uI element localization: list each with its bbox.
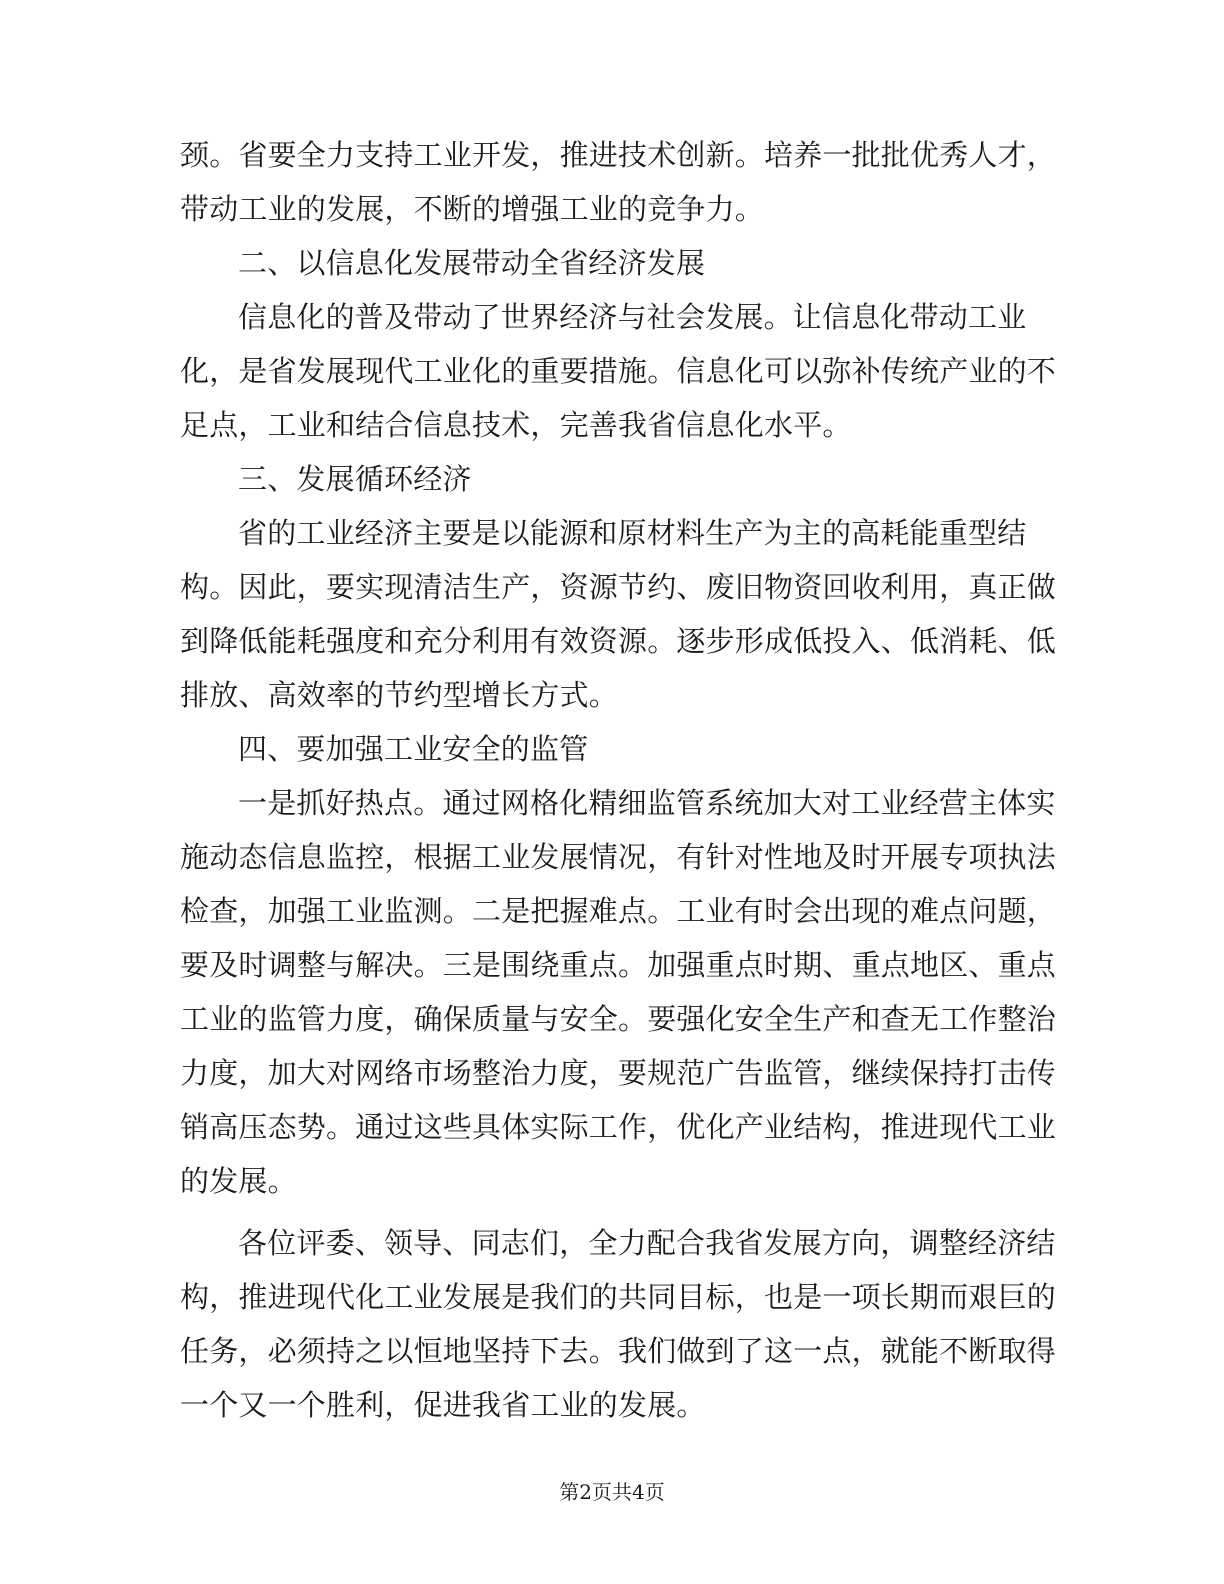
text-line: 要及时调整与解决。三是围绕重点。加强重点时期、重点地区、重点 [180, 948, 1057, 982]
text-line: 带动工业的发展，不断的增强工业的竞争力。 [180, 192, 765, 226]
text-line: 到降低能耗强度和充分利用有效资源。逐步形成低投入、低消耗、低 [180, 624, 1057, 658]
text-line: 各位评委、领导、同志们，全力配合我省发展方向，调整经济结 [238, 1226, 1056, 1260]
text-line: 施动态信息监控，根据工业发展情况，有针对性地及时开展专项执法 [180, 840, 1057, 874]
section-heading: 三、发展循环经济 [238, 462, 472, 496]
text-line: 构。因此，要实现清洁生产，资源节约、废旧物资回收利用，真正做 [180, 570, 1057, 604]
text-line: 信息化的普及带动了世界经济与社会发展。让信息化带动工业 [238, 300, 1027, 334]
text-line: 排放、高效率的节约型增长方式。 [180, 678, 619, 712]
section-heading: 二、以信息化发展带动全省经济发展 [238, 246, 706, 280]
text-line: 一个又一个胜利，促进我省工业的发展。 [180, 1388, 706, 1422]
text-line: 工业的监管力度，确保质量与安全。要强化安全生产和查无工作整治 [180, 1002, 1057, 1036]
paragraph-gap [180, 1208, 1050, 1216]
text-line: 颈。省要全力支持工业开发，推进技术创新。培养一批批优秀人才， [180, 138, 1057, 172]
text-line: 检查，加强工业监测。二是把握难点。工业有时会出现的难点问题， [180, 894, 1057, 928]
text-line: 一是抓好热点。通过网格化精细监管系统加大对工业经营主体实 [238, 786, 1056, 820]
text-line: 足点，工业和结合信息技术，完善我省信息化水平。 [180, 408, 852, 442]
text-line: 任务，必须持之以恒地坚持下去。我们做到了这一点，就能不断取得 [180, 1334, 1057, 1368]
section-heading: 四、要加强工业安全的监管 [238, 732, 589, 766]
text-line: 化，是省发展现代工业化的重要措施。信息化可以弥补传统产业的不 [180, 354, 1057, 388]
text-line: 力度，加大对网络市场整治力度，要规范广告监管，继续保持打击传 [180, 1056, 1057, 1090]
text-line: 省的工业经济主要是以能源和原材料生产为主的高耗能重型结 [238, 516, 1027, 550]
text-line: 的发展。 [180, 1164, 297, 1198]
text-line: 销高压态势。通过这些具体实际工作，优化产业结构，推进现代工业 [180, 1110, 1057, 1144]
page-number: 第2页共4页 [559, 1480, 665, 1504]
text-line: 构，推进现代化工业发展是我们的共同目标，也是一项长期而艰巨的 [180, 1280, 1057, 1314]
document-body [180, 128, 1057, 1432]
